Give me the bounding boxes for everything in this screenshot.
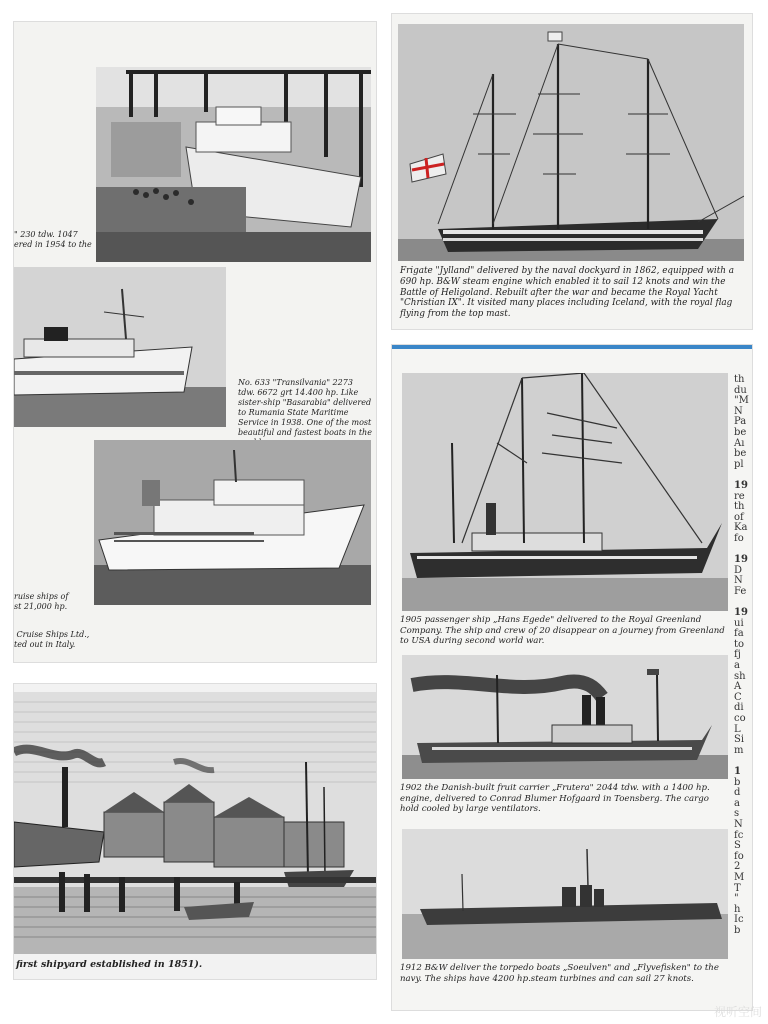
edge-text-line: co xyxy=(734,713,746,724)
edge-text-line: 19 xyxy=(734,607,748,619)
edge-text-line: S xyxy=(734,840,741,852)
edge-text-line: 2 xyxy=(734,861,741,873)
edge-text-line: Aı xyxy=(734,437,745,449)
edge-text-line: N xyxy=(734,575,743,587)
edge-text-line: b xyxy=(734,776,741,788)
edge-text-line: fc xyxy=(734,829,744,841)
edge-text-line: to xyxy=(734,638,745,650)
edge-text-line: b xyxy=(734,924,741,936)
photo-frigate-jylland xyxy=(398,24,744,261)
caption-torpedo-boats: 1912 B&W deliver the torpedo boats „Soeulven" and „Flyvefisken" to the navy. The ships have 4200 hp.steam turbines and can sail 27 knots. xyxy=(400,963,719,984)
edge-text-line: th xyxy=(734,374,745,385)
edge-text-line: N xyxy=(734,818,743,830)
page-top-edge xyxy=(392,345,752,349)
caption-hans-egede: 1905 passenger ship „Hans Egede" delivered to the Royal Greenland Company. The ship and crew of 20 disappear on a journey from Greenland to USA during second world war. xyxy=(400,615,725,647)
edge-text-line: be xyxy=(734,426,747,438)
edge-text-line: fa xyxy=(734,628,744,640)
edge-text-line: fo xyxy=(734,532,744,544)
watermark: 视听空间 xyxy=(713,1005,762,1019)
photo-ferry-in-drydock xyxy=(96,67,371,262)
edge-text-line: th xyxy=(734,501,745,513)
edge-text-line: du xyxy=(734,384,747,396)
edge-text-line: be xyxy=(734,448,747,460)
edge-text-line: sh xyxy=(734,670,746,682)
bottom-right-page xyxy=(392,345,752,1010)
edge-text-line: Pa xyxy=(734,416,747,428)
edge-text-line: "M xyxy=(734,395,749,407)
edge-text-line: s xyxy=(734,808,740,820)
edge-text-line: fo xyxy=(734,850,744,862)
top-right-page xyxy=(392,14,752,329)
bottom-left-page xyxy=(14,684,376,979)
edge-text-line: L xyxy=(734,723,741,735)
edge-text-line: m xyxy=(734,744,744,756)
caption-transilvania: No. 633 "Transilvania" 2273 tdw. 6672 grt 14.400 hp. Like sister-ship "Basarabia" delivered to Rumania State Maritime Service in 1938. One of the most beautiful and fastest boats in the xyxy=(238,378,372,437)
edge-text-line: re xyxy=(734,490,745,502)
edge-text-line: D xyxy=(734,564,743,576)
caption-frutera: 1902 the Danish-built fruit carrier „Frutera" 2044 tdw. with a 1400 hp. engine, delivered to Conrad Blumer Hofgaard in Toensberg. The cargo hold cooled by large ventilators. xyxy=(400,783,710,815)
edge-text-line: C xyxy=(734,691,742,703)
edge-text-line: a xyxy=(734,660,740,672)
photo-transilvania xyxy=(14,267,226,427)
edge-text-line: 19 xyxy=(734,554,748,566)
edge-text-line: d xyxy=(734,787,741,799)
caption-fragment-2: ruise ships of st 21,000 hp. Cruise Ships Ltd., ted out in Italy. xyxy=(14,592,90,649)
edge-text-line: 1 xyxy=(734,765,741,777)
edge-text-line: Ic xyxy=(734,914,744,926)
edge-text-line: N xyxy=(734,405,743,417)
caption-shipyard-1851: first shipyard established in 1851). xyxy=(16,959,203,970)
edge-text-line: Fe xyxy=(734,585,747,597)
edge-text-line: di xyxy=(734,702,744,714)
edge-text-line: fj xyxy=(734,649,741,661)
photo-cruise-ship xyxy=(94,440,371,605)
edge-text-line: A xyxy=(734,681,742,693)
photo-frutera xyxy=(402,655,728,779)
caption-fragment-1: " 230 tdw. 1047 ered in 1954 to the xyxy=(14,230,92,249)
caption-frigate-jylland: Frigate "Jylland" delivered by the naval dockyard in 1862, equipped with a 690 hp. B&W steam engine which enabled it to sail 12 knots and win the Battle of Heligoland. Rebuilt after the war and became the Royal Yacht "Christian IX". It visited many places including Iceland, with the royal flag flying from the top mast. xyxy=(400,266,734,320)
edge-text-line: " xyxy=(734,893,739,905)
top-left-page xyxy=(14,22,376,662)
edge-text-line: Ka xyxy=(734,522,748,534)
edge-text-line: 19 xyxy=(734,479,748,491)
edge-text-line: pl xyxy=(734,458,744,470)
edge-text-line: T xyxy=(734,882,741,894)
edge-text-line: Si xyxy=(734,734,745,746)
edge-text-line: M xyxy=(734,871,745,883)
photo-hans-egede xyxy=(402,373,728,611)
edge-text-line: a xyxy=(734,797,740,809)
edge-text-line: ui xyxy=(734,617,744,629)
page-edge-text xyxy=(734,375,752,936)
engraving-shipyard-1851 xyxy=(14,692,376,954)
photo-torpedo-boats xyxy=(402,829,728,959)
edge-text-line: of xyxy=(734,511,744,523)
edge-text-line: h xyxy=(734,903,741,915)
